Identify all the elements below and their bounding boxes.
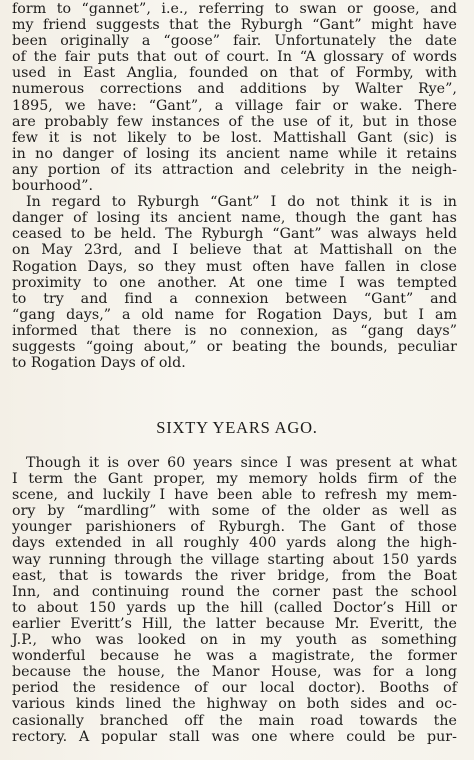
- text-line: suggests “going about,” or beating the bounds, peculiar: [12, 338, 457, 355]
- text-line: east, that is towards the river bridge, from the Boat: [12, 567, 457, 584]
- text-line: period the residence of our local doctor). Booths of: [12, 680, 457, 697]
- text-line: way running through the village starting about 150 yards: [12, 551, 457, 568]
- text-line: been originally a “goose” fair. Unfortunately the date: [12, 33, 457, 50]
- paragraph-3: [12, 455, 457, 745]
- text-line: numerous corrections and additions by Walter Rye”,: [12, 81, 457, 98]
- text-line: ory by “mardling” with some of the older as well as: [12, 503, 457, 520]
- text-line: to about 150 yards up the hill (called Doctor’s Hill or: [12, 599, 457, 616]
- text-line: any portion of its attraction and celebrity in the neigh-: [12, 161, 457, 178]
- text-line: Rogation Days, so they must often have fallen in close: [12, 258, 457, 275]
- text-line: 1895, we have: “Gant”, a village fair or wake. There: [12, 97, 457, 114]
- paragraph-2: [12, 194, 457, 371]
- text-line: because the house, the Manor House, was for a long: [12, 664, 457, 681]
- text-line: scene, and luckily I have been able to refresh my mem-: [12, 487, 457, 504]
- text-line: In regard to Ryburgh “Gant” I do not think it is in: [26, 194, 457, 211]
- paragraph-1: [12, 1, 457, 194]
- text-line: of the fair puts that out of court. In “A glossary of words: [12, 49, 457, 66]
- text-line: I term the Gant proper, my memory holds firm of the: [12, 471, 457, 488]
- text-line: ceased to be held. The Ryburgh “Gant” was always held: [12, 226, 457, 243]
- text-line: casionally branched off the main road towards the: [12, 712, 457, 729]
- text-line: “gang days,” a old name for Rogation Days, but I am: [12, 306, 457, 323]
- text-line: proximity to one another. At one time I was tempted: [12, 274, 457, 291]
- text-line: danger of losing its ancient name, though the gant has: [12, 210, 457, 227]
- text-line: form to “gannet”, i.e., referring to swan or goose, and: [12, 1, 457, 17]
- text-line: few it is not likely to be lost. Mattishall Gant (sic) is: [12, 129, 457, 146]
- text-line: earlier Everitt’s Hill, the latter because Mr. Everitt, the: [12, 615, 457, 632]
- page-text-top: [12, 1, 457, 371]
- text-line: on May 23rd, and I believe that at Mattishall on the: [12, 242, 457, 259]
- text-line: rectory. A popular stall was one where could be pur-: [12, 728, 457, 745]
- text-line: are probably few instances of the use of it, but in those: [12, 113, 457, 130]
- text-line: bourhood”.: [12, 178, 94, 195]
- text-line: informed that there is no connexion, as “gang days”: [12, 322, 457, 339]
- text-line: in no danger of losing its ancient name while it retains: [12, 145, 457, 162]
- text-line: used in East Anglia, founded on that of Formby, with: [12, 65, 457, 82]
- text-line: Though it is over 60 years since I was present at what: [26, 455, 457, 471]
- text-line: J.P., who was looked on in my youth as something: [12, 632, 457, 649]
- text-line: days extended in all roughly 400 yards along the high-: [12, 535, 457, 552]
- text-line: wonderful because he was a magistrate, the former: [12, 648, 457, 665]
- text-line: to try and find a connexion between “Gant” and: [12, 290, 457, 307]
- section-heading: SIXTY YEARS AGO.: [156, 418, 318, 437]
- text-line: to Rogation Days of old.: [12, 355, 186, 372]
- text-line: various kinds lined the highway on both sides and oc-: [12, 696, 457, 713]
- text-line: younger parishioners of Ryburgh. The Gant of those: [12, 519, 457, 536]
- text-line: Inn, and continuing round the corner past the school: [12, 583, 457, 600]
- page-text-bottom: [12, 455, 457, 745]
- text-line: my friend suggests that the Ryburgh “Gant” might have: [12, 17, 457, 34]
